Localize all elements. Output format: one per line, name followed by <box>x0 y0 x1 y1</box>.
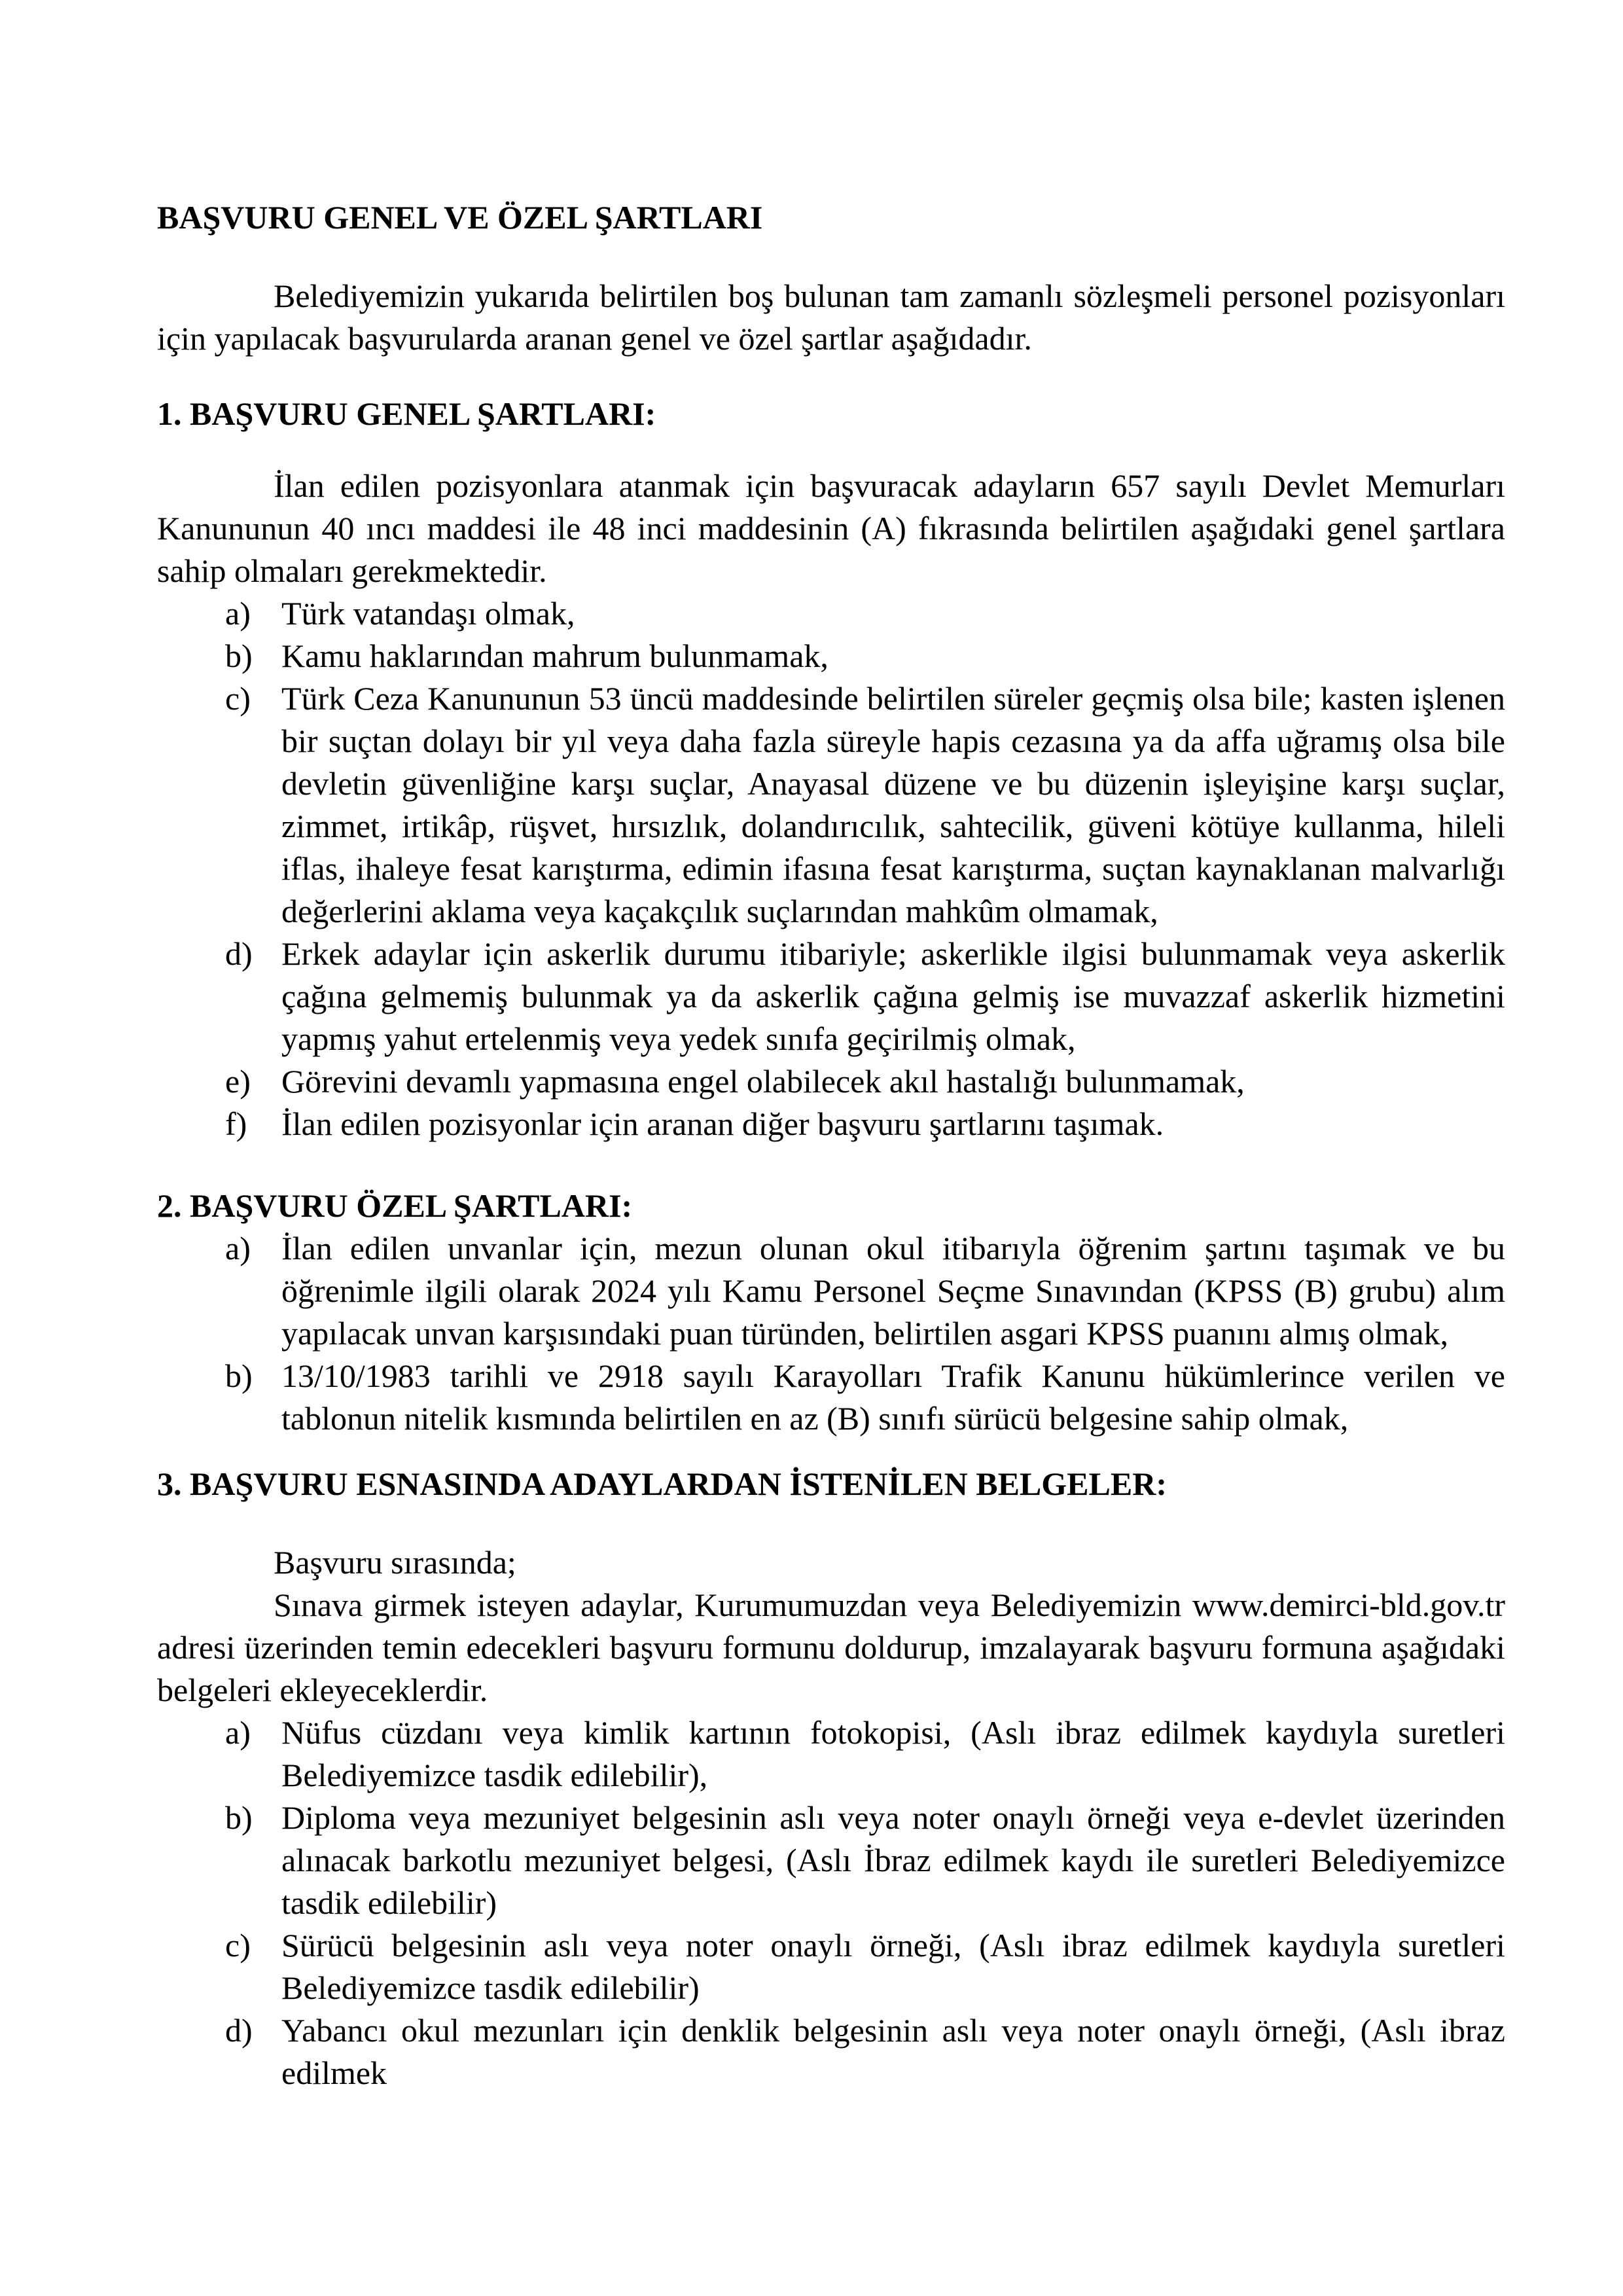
item-label: b) <box>225 1357 253 1394</box>
document-title: BAŞVURU GENEL VE ÖZEL ŞARTLARI <box>157 199 763 236</box>
section-1-heading: 1. BAŞVURU GENEL ŞARTLARI: <box>157 395 656 432</box>
list-item <box>157 1924 1505 2009</box>
item-label: b) <box>225 637 253 674</box>
item-label: b) <box>225 1799 253 1836</box>
lead-paragraph: Başvuru sırasında; <box>274 1544 516 1581</box>
item-text: İlan edilen pozisyonlar için aranan diğer başvuru şartlarını taşımak. <box>281 1105 1164 1142</box>
section-1-intro: İlan edilen pozisyonlara atanmak için başvuracak adayların 657 sayılı Devlet Memurları Kanununun 40 ıncı maddesi ile 48 inci maddesinin (A) fıkrasında belirtilen aşağıdaki genel şartlara sahip olmaları gerekmektedir. <box>157 467 1505 589</box>
section-3-intro-text: adresi üzerinden temin edecekleri başvuru formunu doldurup, imzalayarak başvuru formuna aşağıdaki belgeleri ekleyeceklerdir. <box>157 1629 1505 1708</box>
item-text: Erkek adaylar için askerlik durumu itibariyle; askerlikle ilgisi bulunmamak veya askerlik çağına gelmemiş bulunmak ya da askerlik çağına gelmiş ise muvazzaf askerlik hizmetini yapmış yahut ertelenmiş veya yedek sınıfa geçirilmiş olmak, <box>281 935 1505 1057</box>
section-2-list <box>157 1227 1505 1440</box>
section-2-heading: 2. BAŞVURU ÖZEL ŞARTLARI: <box>157 1187 633 1224</box>
list-item <box>157 1797 1505 1924</box>
list-item <box>157 1103 1505 1145</box>
list-item <box>157 1060 1505 1103</box>
website-url: www.demirci-bld.gov.tr <box>1192 1587 1505 1623</box>
item-label: a) <box>225 1230 251 1266</box>
item-label: f) <box>225 1105 247 1142</box>
list-item <box>157 635 1505 677</box>
section-3-intro-text: Sınava girmek isteyen adaylar, Kurumumuzdan veya Belediyemizin <box>274 1587 1192 1623</box>
item-text: Yabancı okul mezunları için denklik belgesinin aslı veya noter onaylı örneği, (Aslı ibraz edilmek <box>281 2012 1505 2091</box>
list-item <box>157 1227 1505 1355</box>
section-3-heading: 3. BAŞVURU ESNASINDA ADAYLARDAN İSTENİLEN BELGELER: <box>157 1465 1167 1502</box>
list-item <box>157 1712 1505 1797</box>
item-text: Türk Ceza Kanununun 53 üncü maddesinde belirtilen süreler geçmiş olsa bile; kasten işlenen bir suçtan dolayı bir yıl veya daha fazla süreyle hapis cezasına ya da affa uğramış olsa bile devletin güvenliğine karşı suçlar, Anayasal düzene ve bu düzenin işleyişine karşı suçlar, zimmet, irtikâp, rüşvet, hırsızlık, dolandırıcılık, sahtecilik, güveni kötüye kullanma, hileli iflas, ihaleye fesat karıştırma, edimin ifasına fesat karıştırma, suçtan kaynaklanan malvarlığı değerlerini aklama veya kaçakçılık suçlarından mahkûm olmamak, <box>281 680 1505 929</box>
item-text: Nüfus cüzdanı veya kimlik kartının fotokopisi, (Aslı ibraz edilmek kaydıyla suretleri Belediyemizce tasdik edilebilir), <box>281 1714 1505 1793</box>
item-text: Görevini devamlı yapmasına engel olabilecek akıl hastalığı bulunmamak, <box>281 1063 1245 1100</box>
list-item <box>157 2009 1505 2094</box>
item-label: c) <box>225 680 251 717</box>
section-3-intro <box>157 1584 1505 1712</box>
item-label: e) <box>225 1063 251 1100</box>
section-3-list <box>157 1712 1505 2094</box>
list-item <box>157 677 1505 933</box>
section-1-list <box>157 592 1505 1145</box>
item-label: a) <box>225 1714 251 1751</box>
item-text: İlan edilen unvanlar için, mezun olunan okul itibarıyla öğrenim şartını taşımak ve bu öğrenimle ilgili olarak 2024 yılı Kamu Personel Seçme Sınavından (KPSS (B) grubu) alım yapılacak unvan karşısındaki puan türünden, belirtilen asgari KPSS puanını almış olmak, <box>281 1230 1505 1352</box>
list-item <box>157 1355 1505 1440</box>
item-label: a) <box>225 595 251 632</box>
list-item <box>157 933 1505 1060</box>
item-text: Diploma veya mezuniyet belgesinin aslı veya noter onaylı örneği veya e-devlet üzerinden alınacak barkotlu mezuniyet belgesi, (Aslı İbraz edilmek kaydı ile suretleri Belediyemizce tasdik edilebilir) <box>281 1799 1505 1921</box>
item-text: 13/10/1983 tarihli ve 2918 sayılı Karayolları Trafik Kanunu hükümlerince verilen ve tablonun nitelik kısmında belirtilen en az (B) sınıfı sürücü belgesine sahip olmak, <box>281 1357 1505 1437</box>
list-item <box>157 592 1505 635</box>
item-label: d) <box>225 2012 253 2049</box>
item-text: Türk vatandaşı olmak, <box>281 595 575 632</box>
item-text: Sürücü belgesinin aslı veya noter onaylı örneği, (Aslı ibraz edilmek kaydıyla suretleri Belediyemizce tasdik edilebilir) <box>281 1927 1505 2006</box>
item-label: d) <box>225 935 253 972</box>
item-text: Kamu haklarından mahrum bulunmamak, <box>281 637 829 674</box>
item-label: c) <box>225 1927 251 1964</box>
intro-paragraph: Belediyemizin yukarıda belirtilen boş bulunan tam zamanlı sözleşmeli personel pozisyonları için yapılacak başvurularda aranan genel ve özel şartlar aşağıdadır. <box>157 278 1505 357</box>
